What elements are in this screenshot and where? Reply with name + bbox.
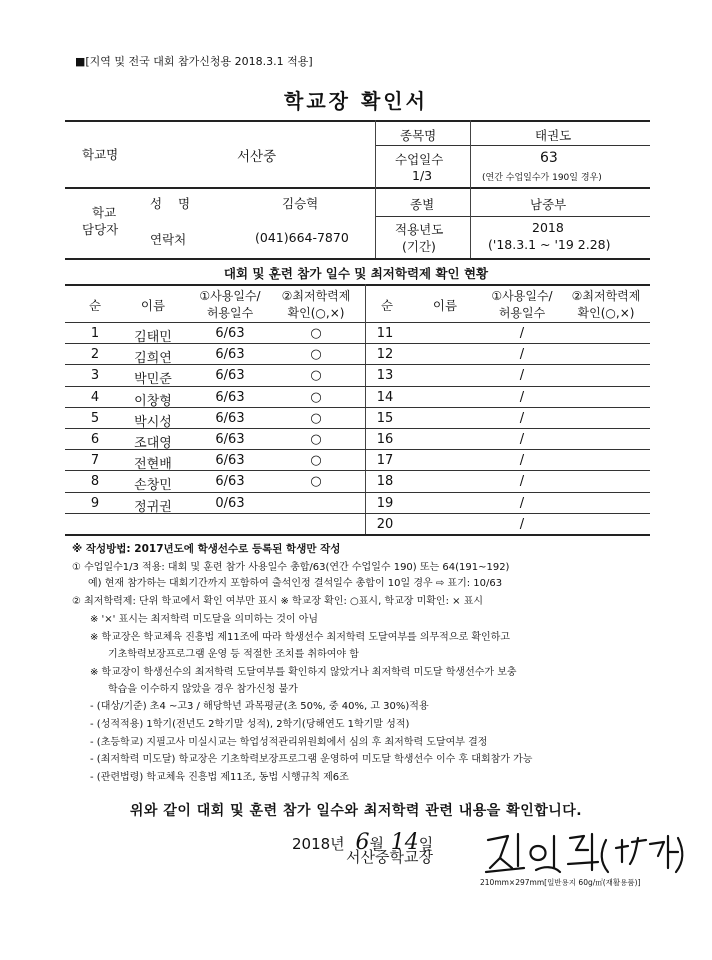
col-header-days-right-2: 허용일수 (498, 306, 546, 320)
days-label: 수업일수 (395, 152, 444, 167)
row-name: 박민준 (134, 372, 172, 388)
row-name: 손창민 (134, 478, 172, 494)
days-sub: 1/3 (412, 168, 433, 183)
row-days: 6/63 (215, 347, 245, 363)
row-number: 17 (376, 453, 394, 469)
row-number: 5 (90, 410, 100, 426)
row-check: ○ (310, 474, 322, 490)
row-days: 6/63 (215, 453, 245, 469)
col-header-name: 이름 (140, 298, 166, 313)
row-name: 박시성 (134, 414, 172, 430)
row-days: / (519, 368, 525, 384)
col-header-no-right: 순 (380, 298, 394, 313)
sport-value: 태권도 (535, 128, 572, 143)
row-name: 정귀권 (134, 499, 172, 515)
row-divider (65, 534, 650, 536)
row-name: 김태민 (134, 330, 172, 345)
row-days: 6/63 (215, 474, 245, 490)
note-line: 학습을 이수하지 않았을 경우 참가신청 불가 (108, 684, 298, 695)
note-line: ※ '×' 표시는 최저학력 미도달을 의미하는 것이 아님 (90, 614, 319, 625)
row-days: / (519, 453, 525, 469)
date-year: 2018년 (292, 835, 345, 853)
confirmation-statement: 위와 같이 대회 및 훈련 참가 일수와 최저학력 관련 내용을 확인합니다. (129, 803, 583, 819)
row-number: 7 (90, 453, 100, 469)
note-line: ※ 학교장은 학교체육 진흥법 제11조에 따라 학생선수 최저학력 도달여부를 의무적으로 확인하고 (90, 632, 510, 643)
phone-label: 연락처 (150, 232, 187, 247)
contact-label-1: 학교 (92, 205, 117, 220)
name-value: 김승혁 (282, 196, 319, 211)
sport-label: 종목명 (400, 128, 437, 143)
gender-label: 종별 (410, 197, 435, 212)
row-number: 19 (376, 495, 394, 511)
signer-title: 서산중학교장 (346, 848, 433, 866)
note-line: ① 수업일수1/3 적용: 대회 및 훈련 참가 사용일수 총합/63(연간 수업일수 190) 또는 64(191~192) (72, 562, 510, 573)
note-line: - (최저학력 미도달) 학교장은 기초학력보장프로그램 운영하여 미도달 학생선수 이수 후 대회참가 가능 (90, 754, 533, 765)
note-line: 예) 현재 참가하는 대회기간까지 포함하여 출석인정 결석일수 총합이 10일 경우 ⇨ 표기: 10/63 (88, 578, 503, 589)
row-number: 8 (90, 474, 100, 490)
row-number: 3 (90, 368, 100, 384)
school-label: 학교명 (82, 147, 119, 162)
row-check: ○ (310, 347, 322, 363)
note-line: - (관련법령) 학교체육 진흥법 제11조, 동법 시행규칙 제6조 (90, 772, 349, 783)
days-value: 63 (540, 150, 558, 166)
row-name: 조대영 (134, 436, 172, 451)
row-days: 6/63 (215, 432, 245, 447)
note-line: 기초학력보장프로그램 운영 등 적절한 조치를 취하여야 함 (108, 649, 359, 660)
row-number: 1 (90, 326, 100, 341)
row-days: / (519, 516, 525, 532)
note-line: - (초등학교) 지필고사 미실시교는 학업성적관리위원회에서 심의 후 최저학력 도달여부 결정 (90, 737, 488, 748)
note-line: ※ 학교장이 학생선수의 최저학력 도달여부를 확인하지 않았거나 최저학력 미도달 학생선수가 보충 (90, 667, 517, 678)
row-number: 4 (90, 389, 100, 405)
paper-spec-note: 210mm×297mm[일반용지 60g/㎡(재활용품)] (480, 878, 641, 887)
row-number: 15 (376, 410, 394, 426)
note-line: - (대상/기준) 초4 ~고3 / 해당학년 과목평균(초 50%, 중 40%, 고 30%)적용 (90, 701, 429, 712)
col-header-check-right-1: ②최저학력제 (571, 289, 641, 303)
date-month: 6 (355, 830, 370, 855)
col-header-days-2: 허용일수 (206, 306, 254, 320)
date-day-unit: 일 (418, 835, 434, 853)
row-number: 2 (90, 347, 100, 363)
row-check: ○ (310, 410, 322, 426)
year-label: 적용년도 (395, 222, 444, 237)
year-value: 2018 (532, 220, 564, 235)
row-check: ○ (310, 389, 322, 405)
row-number: 6 (90, 432, 100, 447)
days-note: (연간 수업일수가 190일 경우) (482, 173, 602, 183)
row-number: 16 (376, 432, 394, 447)
row-days: 6/63 (215, 326, 245, 341)
row-number: 20 (376, 516, 394, 532)
row-number: 13 (376, 368, 394, 384)
col-header-no: 순 (88, 298, 102, 313)
col-header-check-2: 확인(○,×) (287, 306, 345, 320)
row-days: 6/63 (215, 410, 245, 426)
document-title: 학교장 확인서 (284, 89, 428, 113)
row-check: ○ (310, 432, 322, 447)
row-days: / (519, 410, 525, 426)
phone-value: (041)664-7870 (255, 230, 349, 245)
row-days: 0/63 (215, 495, 245, 511)
year-period: ('18.3.1 ~ '19 2.28) (488, 237, 611, 252)
contact-label-2: 담당자 (82, 222, 119, 237)
row-name: 이창형 (134, 393, 172, 409)
row-check: ○ (310, 326, 322, 341)
row-check: ○ (310, 368, 322, 384)
row-days: / (519, 326, 525, 341)
row-days: / (519, 495, 525, 511)
date-day: 14 (390, 830, 419, 855)
section-title: 대회 및 훈련 참가 일수 및 최저학력제 확인 현황 (223, 266, 489, 281)
note-line: - (성적적용) 1학기(전년도 2학기말 성적), 2학기(당해연도 1학기말 성적) (90, 719, 410, 730)
row-number: 11 (376, 326, 394, 341)
handwritten-signature (478, 828, 688, 878)
row-days: / (519, 347, 525, 363)
col-header-days-1: ①사용일수/ (199, 289, 261, 303)
col-header-days-right-1: ①사용일수/ (491, 289, 553, 303)
row-number: 12 (376, 347, 394, 363)
name-label: 성 명 (150, 196, 197, 211)
row-check: ○ (310, 453, 322, 469)
row-days: / (519, 474, 525, 490)
gender-value: 남중부 (530, 197, 567, 212)
row-days: / (519, 389, 525, 405)
row-number: 18 (376, 474, 394, 490)
row-name: 김희연 (134, 351, 172, 367)
header-note: ■[지역 및 전국 대회 참가신청용 2018.3.1 적용] (75, 55, 313, 68)
note-line: ② 최저학력제: 단위 학교에서 확인 여부만 표시 ※ 학교장 확인: ○표시, 학교장 미확인: × 표시 (72, 596, 484, 607)
row-number: 14 (376, 389, 394, 405)
row-days: 6/63 (215, 368, 245, 384)
note-line: ※ 작성방법: 2017년도에 학생선수로 등록된 학생만 작성 (72, 543, 341, 555)
col-header-check-right-2: 확인(○,×) (577, 306, 635, 320)
row-days: / (519, 432, 525, 447)
col-header-name-right: 이름 (432, 298, 458, 313)
year-sub: (기간) (402, 239, 436, 254)
date-month-unit: 월 (369, 835, 384, 853)
row-name: 전현배 (134, 457, 172, 473)
school-value: 서산중 (237, 149, 277, 165)
row-days: 6/63 (215, 389, 245, 405)
col-header-check-1: ②최저학력제 (281, 289, 351, 303)
row-number: 9 (90, 495, 100, 511)
